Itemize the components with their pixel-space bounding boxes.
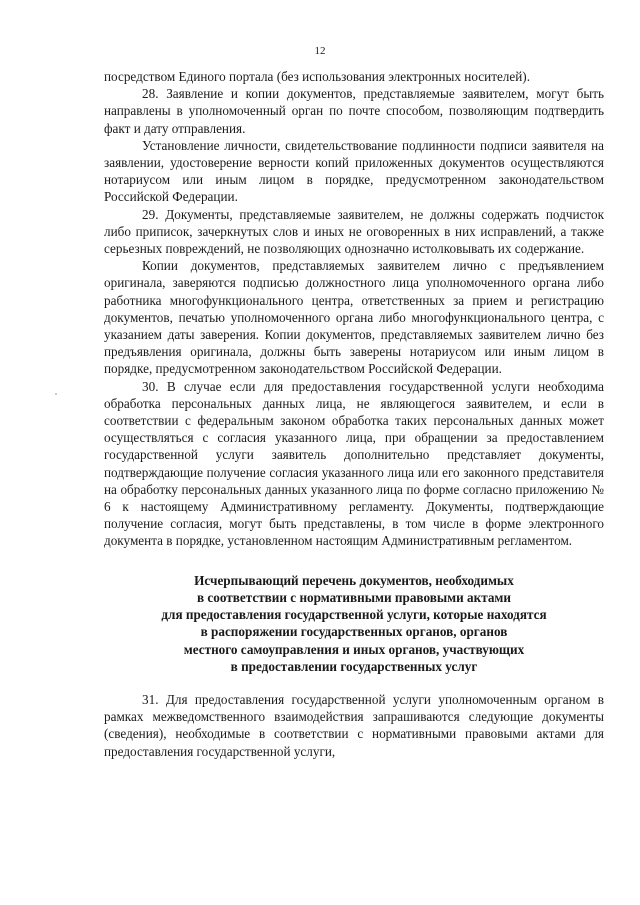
heading-line: местного самоуправления и иных органов, участвующих <box>183 641 525 657</box>
heading-line: в соответствии с нормативными правовыми актами <box>196 589 512 605</box>
paragraph-identity: Установление личности, свидетельствование подлинности подписи заявителя на заявлении, удостоверение верности копий приложенных документов осуществляются нотариусом или иным лицом в порядке, предусмотренном законодательством Российской Федерации. <box>104 137 604 205</box>
section-heading <box>104 572 604 675</box>
paragraph-copies: Копии документов, представляемых заявителем лично с предъявлением оригинала, заверяются подписью должностного лица уполномоченного органа либо работника многофункционального центра, ответственных за прием и регистрацию документов, печатью уполномоченного органа либо многофункционального центра, с указанием даты заверения. Копии документов, представляемых заявителем лично без предъявления оригинала, должны быть заверены нотариусом или иным лицом в порядке, предусмотренном законодательством Российской Федерации. <box>104 258 604 377</box>
paragraph-30: 30. В случае если для предоставления государственной услуги необходима обработка персональных данных лица, не являющегося заявителем, и если в соответствии с федеральным законом обработка таких персональных данных может осуществляться с согласия указанного лица, при обращении за предоставлением государственной услуги заявитель дополнительно представляет документы, подтверждающие получение согласия указанного лица или его законного представителя на обработку персональных данных указанного лица по форме согласно приложению № 6 к настоящему Административному регламенту. Документы, подтверждающие получение согласия, могут быть представлены, в том числе в форме электронного документа в порядке, установленном настоящим Административным регламентом. <box>104 378 604 549</box>
page-number: 12 <box>314 45 326 57</box>
paragraph-28: 28. Заявление и копии документов, представляемые заявителем, могут быть направлены в уполномоченный орган по почте способом, позволяющим подтвердить факт и дату отправления. <box>104 86 604 136</box>
paragraph-29: 29. Документы, представляемые заявителем, не должны содержать подчисток либо приписок, зачеркнутых слов и иных не оговоренных в них исправлений, а также серьезных повреждений, не позволяющих однозначно истолковывать их содержание. <box>104 206 604 257</box>
heading-line: Исчерпывающий перечень документов, необходимых <box>194 572 514 588</box>
document-body <box>104 68 604 760</box>
heading-line: для предоставления государственной услуги, которые находятся <box>161 607 547 623</box>
heading-line: в распоряжении государственных органов, органов <box>200 624 508 640</box>
heading-line: в предоставлении государственных услуг <box>230 658 478 674</box>
paragraph-31: 31. Для предоставления государственной услуги уполномоченным органом в рамках межведомственного взаимодействия запрашиваются следующие документы (сведения), необходимые в соответствии с нормативными правовыми актами для предоставления государственной услуги, <box>104 691 604 759</box>
scan-speck <box>55 393 57 395</box>
paragraph-continuation: посредством Единого портала (без использования электронных носителей). <box>104 69 530 84</box>
